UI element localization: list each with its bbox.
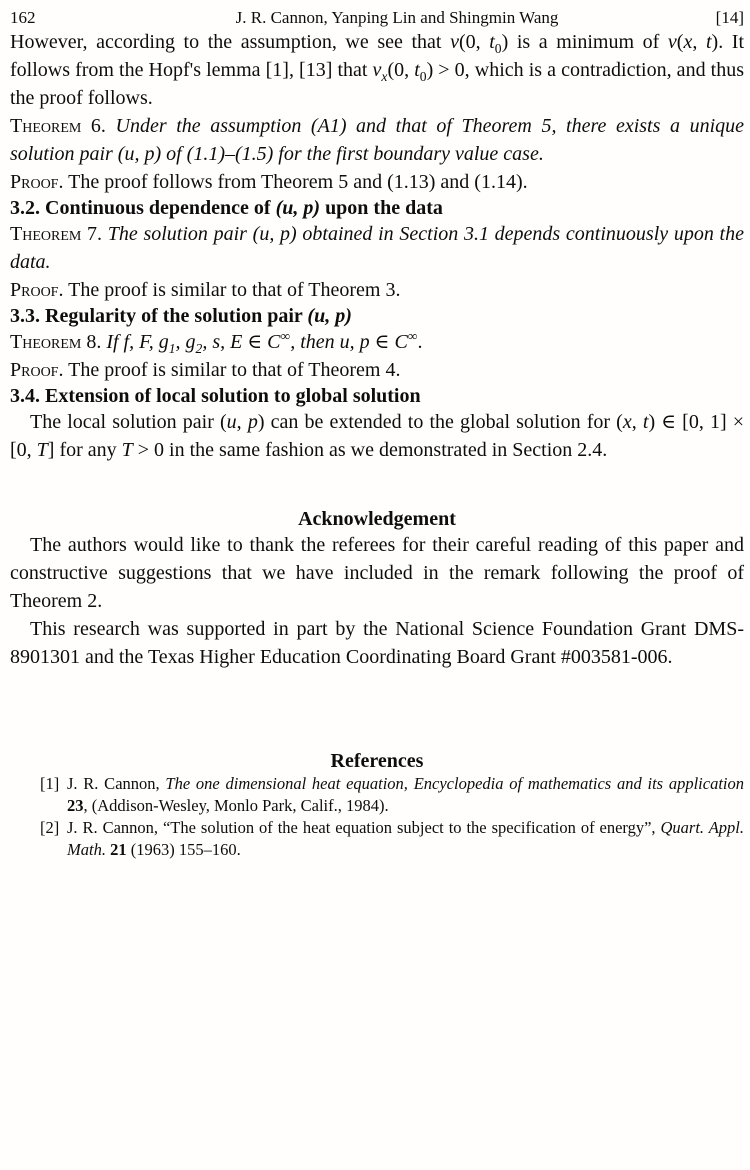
running-title: J. R. Cannon, Yanping Lin and Shingmin Wang [235,8,559,27]
page-number: 162 [10,8,36,27]
page-reference-number: [14] [715,8,744,27]
paragraph-section-3-4: The local solution pair (u, p) can be extended to the global solution for (x, t) ∈ [0, 1] × [0, T] for any T > 0 in the same fashion as we demonstrated in Section 2.4. [10,411,745,461]
section-heading-3-2: 3.2. Continuous dependence of (u, p) upon the data [10,197,443,219]
reference-item-1 [40,773,744,817]
section-heading-3-3: 3.3. Regularity of the solution pair (u, p) [10,305,352,327]
running-header [10,8,744,28]
theorem-7: Theorem 7. The solution pair (u, p) obtained in Section 3.1 depends continuously upon the data. [10,223,744,273]
acknowledgement-paragraph-1: The authors would like to thank the referees for their careful reading of this paper and constructive suggestions that we have included in the remark following the proof of Theorem 2. [10,534,744,612]
reference-item-2 [40,817,744,861]
theorem-6: Theorem 6. Under the assumption (A1) and that of Theorem 5, there exists a unique solution pair (u, p) of (1.1)–(1.5) for the first boundary value case. [10,115,745,165]
proof-theorem-6: Proof. The proof follows from Theorem 5 and (1.13) and (1.14). [10,171,528,193]
section-heading-3-4: 3.4. Extension of local solution to global solution [10,385,421,407]
reference-1-label: [1] [40,774,60,793]
paragraph-proof-continuation: However, according to the assumption, we see that v(0, $t_0$) is a minimum of v(x, t). It follows from the Hopf's lemma [1], [13] that $v_x(0$, $t_0) > 0$, which is a contradiction, and thus the proof follows. [10,31,745,109]
reference-2-label: [2] [40,818,60,837]
acknowledgement-paragraph-2: This research was supported in part by the National Science Foundation Grant DMS-8901301 and the Texas Higher Education Coordinating Board Grant #003581-006. [10,618,744,668]
reference-2-text: J. R. Cannon, “The solution of the heat equation subject to the specification of energy”, Quart. Appl. Math. 21 (1963) 155–160. [67,818,744,859]
acknowledgement-heading: Acknowledgement [298,508,456,530]
reference-1-text: J. R. Cannon, The one dimensional heat equation, Encyclopedia of mathematics and its application 23, (Addison-Wesley, Monlo Park, Calif., 1984). [67,774,744,815]
theorem-8: Theorem 8. If f, F, $g_1$, $g_2$, s, E ∈ C∞, then u, p ∈ C∞. [10,328,423,356]
proof-theorem-8: Proof. The proof is similar to that of Theorem 4. [10,359,401,381]
proof-theorem-7: Proof. The proof is similar to that of Theorem 3. [10,279,401,301]
references-list [40,773,744,861]
references-heading: References [330,750,424,772]
